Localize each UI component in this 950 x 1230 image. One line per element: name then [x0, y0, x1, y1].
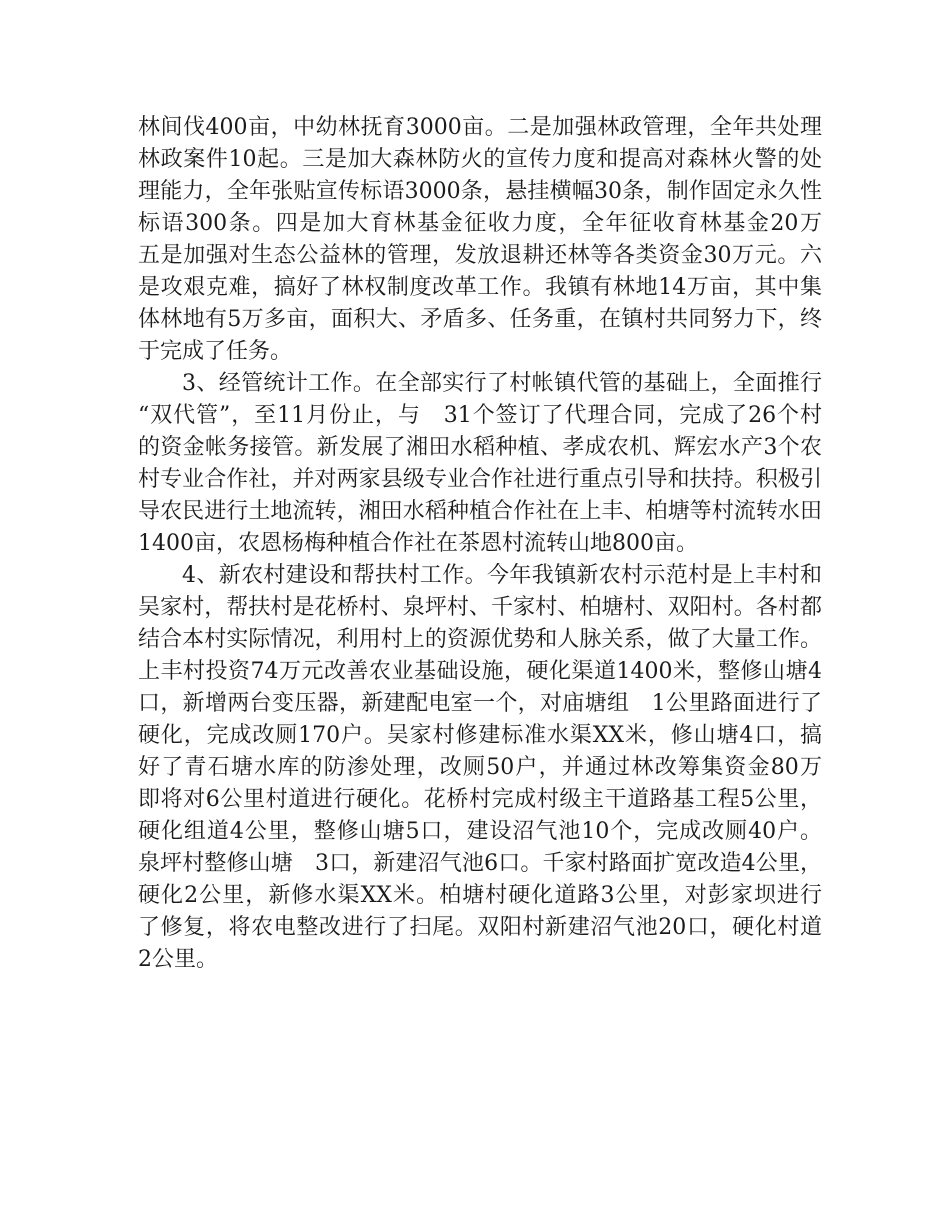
paragraph-forestry	[138, 112, 822, 368]
text-line: 吴家村，帮扶村是花桥村、泉坪村、千家村、柏塘村、双阳村。各村都	[138, 595, 822, 620]
text-line: 结合本村实际情况，利用村上的资源优势和人脉关系，做了大量工作。	[138, 627, 822, 652]
text-line: 硬化组道4公里，整修山塘5口，建设沼气池10个，完成改厕40户。	[138, 819, 822, 844]
text-line: 于完成了任务。	[138, 339, 293, 364]
text-line: 上丰村投资74万元改善农业基础设施，硬化渠道1400米，整修山塘4	[138, 659, 822, 684]
text-line: 五是加强对生态公益林的管理，发放退耕还林等各类资金30万元。六	[138, 243, 822, 268]
text-line: 口，新增两台变压器，新建配电室一个，对庙塘组 1公里路面进行了	[138, 691, 822, 716]
text-line: 导农民进行土地流转，湘田水稻种植合作社在上丰、柏塘等村流转水田	[138, 499, 822, 524]
text-line: 硬化2公里，新修水渠XX米。柏塘村硬化道路3公里，对彭家坝进行	[138, 883, 822, 908]
text-line: 体林地有5万多亩，面积大、矛盾多、任务重，在镇村共同努力下，终	[138, 307, 822, 332]
text-line: 泉坪村整修山塘 3口，新建沼气池6口。千家村路面扩宽改造4公里，	[138, 851, 822, 876]
text-line: 林间伐400亩，中幼林抚育3000亩。二是加强林政管理，全年共处理	[138, 115, 822, 140]
text-line: 理能力，全年张贴宣传标语3000条，悬挂横幅30条，制作固定永久性	[138, 179, 822, 204]
text-line: 2公里。	[138, 947, 218, 972]
text-line: “双代管”，至11月份止，与 31个签订了代理合同，完成了26个村	[138, 403, 822, 428]
paragraph-new-countryside	[138, 560, 822, 976]
text-line: 4、新农村建设和帮扶村工作。今年我镇新农村示范村是上丰村和	[182, 563, 822, 588]
text-line: 好了青石塘水库的防渗处理，改厕50户，并通过林改筹集资金80万	[138, 755, 822, 780]
text-line: 3、经管统计工作。在全部实行了村帐镇代管的基础上，全面推行	[182, 371, 822, 396]
text-line: 村专业合作社，并对两家县级专业合作社进行重点引导和扶持。积极引	[138, 467, 822, 492]
text-line: 硬化，完成改厕170户。吴家村修建标准水渠XX米，修山塘4口，搞	[138, 723, 822, 748]
body-text	[138, 112, 822, 976]
text-line: 的资金帐务接管。新发展了湘田水稻种植、孝成农机、辉宏水产3个农	[138, 435, 822, 460]
paragraph-management-statistics	[138, 368, 822, 560]
text-line: 了修复，将农电整改进行了扫尾。双阳村新建沼气池20口，硬化村道	[138, 915, 822, 940]
text-line: 是攻艰克难，搞好了林权制度改革工作。我镇有林地14万亩，其中集	[138, 275, 822, 300]
text-line: 标语300条。四是加大育林基金征收力度，全年征收育林基金20万	[138, 211, 822, 236]
text-line: 即将对6公里村道进行硬化。花桥村完成村级主干道路基工程5公里，	[138, 787, 822, 812]
text-line: 1400亩，农恩杨梅种植合作社在茶恩村流转山地800亩。	[138, 531, 698, 556]
text-line: 林政案件10起。三是加大森林防火的宣传力度和提高对森林火警的处	[138, 147, 822, 172]
